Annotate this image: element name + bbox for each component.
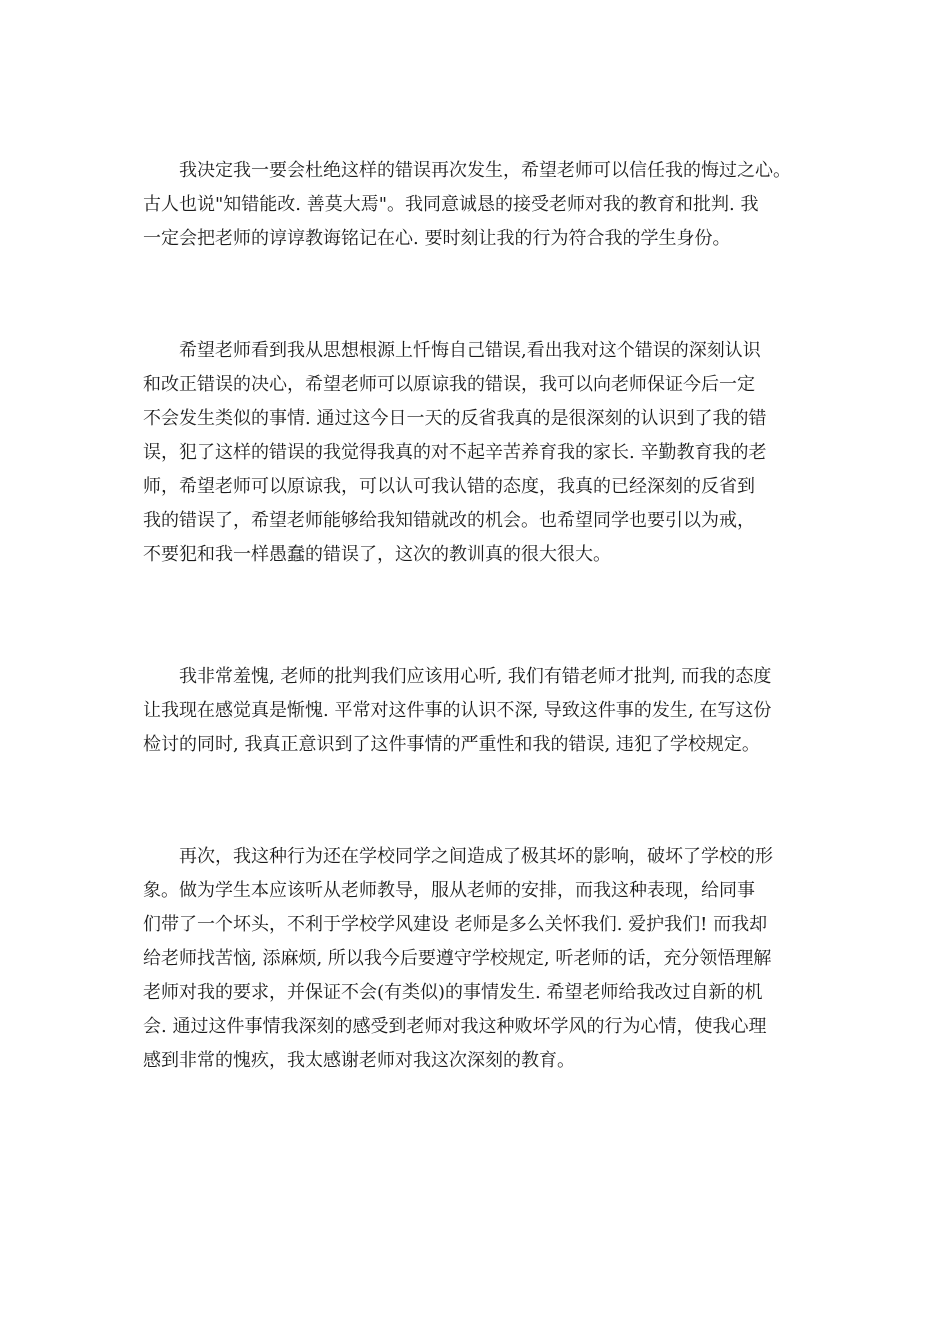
paragraph-1 [143, 154, 823, 256]
text-line: 感到非常的愧疚，我太感谢老师对我这次深刻的教育。 [143, 1050, 575, 1071]
text-line: 我的错误了，希望老师能够给我知错就改的机会。也希望同学也要引以为戒， [143, 510, 755, 531]
text-line: 再次，我这种行为还在学校同学之间造成了极其坏的影响，破坏了学校的形 [143, 846, 773, 867]
paragraph-3 [143, 660, 823, 762]
text-line: 老师对我的要求，并保证不会(有类似)的事情发生. 希望老师给我改过自新的机 [143, 982, 763, 1003]
paragraph-4 [143, 840, 823, 1078]
text-line: 象。做为学生本应该听从老师教导，服从老师的安排，而我这种表现，给同事 [143, 880, 755, 901]
text-line: 希望老师看到我从思想根源上忏悔自己错误,看出我对这个错误的深刻认识 [143, 340, 761, 361]
text-line: 我决定我一要会杜绝这样的错误再次发生，希望老师可以信任我的悔过之心。 [143, 160, 791, 181]
text-line: 师，希望老师可以原谅我，可以认可我认错的态度，我真的已经深刻的反省到 [143, 476, 755, 497]
paragraph-2 [143, 334, 823, 572]
text-line: 我非常羞愧, 老师的批判我们应该用心听, 我们有错老师才批判, 而我的态度 [143, 666, 772, 687]
text-line: 不会发生类似的事情. 通过这今日一天的反省我真的是很深刻的认识到了我的错 [143, 408, 767, 429]
text-line: 给老师找苦恼, 添麻烦, 所以我今后要遵守学校规定, 听老师的话，充分领悟理解 [143, 948, 772, 969]
text-line: 和改正错误的决心，希望老师可以原谅我的错误，我可以向老师保证今后一定 [143, 374, 755, 395]
text-line: 古人也说"知错能改. 善莫大焉"。我同意诚恳的接受老师对我的教育和批判. 我 [143, 194, 759, 215]
text-line: 一定会把老师的谆谆教诲铭记在心. 要时刻让我的行为符合我的学生身份。 [143, 228, 731, 249]
text-line: 误，犯了这样的错误的我觉得我真的对不起辛苦养育我的家长. 辛勤教育我的老 [143, 442, 767, 463]
text-line: 会. 通过这件事情我深刻的感受到老师对我这种败坏学风的行为心情，使我心理 [143, 1016, 767, 1037]
text-line: 让我现在感觉真是惭愧. 平常对这件事的认识不深, 导致这件事的发生, 在写这份 [143, 700, 772, 721]
text-line: 检讨的同时, 我真正意识到了这件事情的严重性和我的错误, 违犯了学校规定。 [143, 734, 760, 755]
text-line: 们带了一个坏头，不利于学校学风建设 老师是多么关怀我们. 爱护我们! 而我却 [143, 914, 768, 935]
text-line: 不要犯和我一样愚蠢的错误了，这次的教训真的很大很大。 [143, 544, 611, 565]
